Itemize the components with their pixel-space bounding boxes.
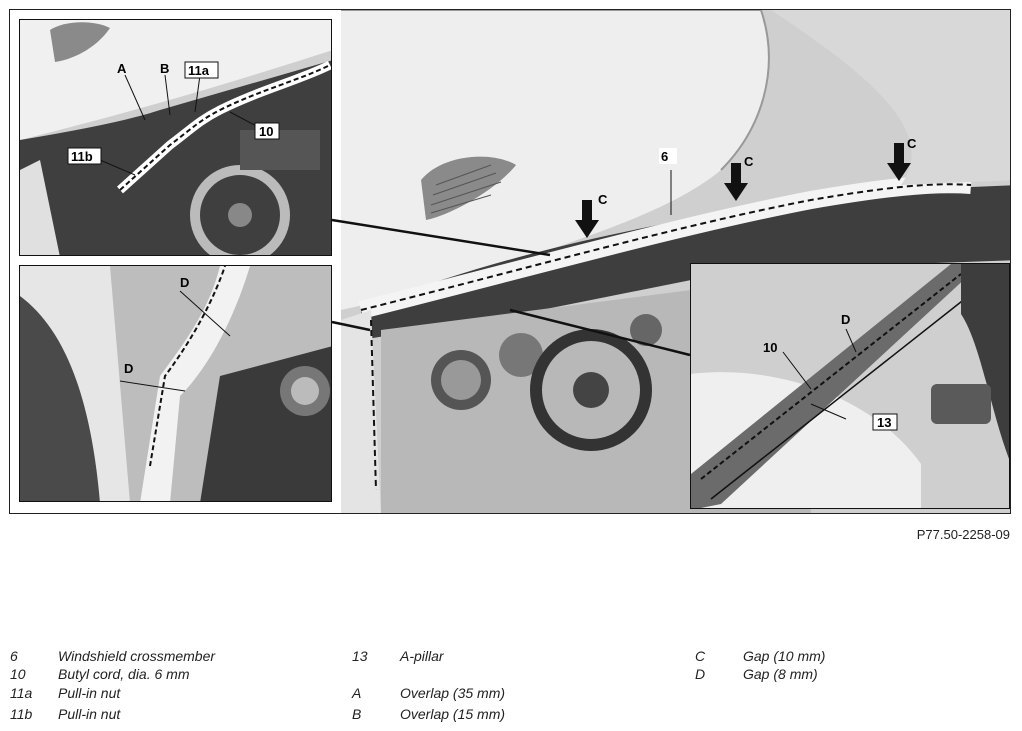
callout-c-1: C xyxy=(598,192,608,207)
legend-key: B xyxy=(352,706,362,722)
callout-11b: 11b xyxy=(71,149,93,164)
legend-desc: Gap (10 mm) xyxy=(743,648,826,664)
legend-desc: Pull-in nut xyxy=(58,685,121,701)
legend-key: 10 xyxy=(10,666,26,682)
legend-key: 6 xyxy=(10,648,18,664)
callout-13: 13 xyxy=(877,415,892,430)
callout-c-3: C xyxy=(907,136,917,151)
legend-key: A xyxy=(352,685,362,701)
legend-key: 11b xyxy=(10,706,33,722)
figure-frame xyxy=(9,9,1011,514)
callout-10-tl: 10 xyxy=(259,124,274,139)
callout-b: B xyxy=(160,61,170,76)
legend-desc: Windshield crossmember xyxy=(58,648,216,664)
legend-desc: Pull-in nut xyxy=(58,706,121,722)
callout-c-2: C xyxy=(744,154,754,169)
legend-desc: Butyl cord, dia. 6 mm xyxy=(58,666,190,682)
callout-d-2: D xyxy=(180,275,190,290)
legend-desc: A-pillar xyxy=(400,648,444,664)
callout-6: 6 xyxy=(661,149,669,164)
callout-d-1: D xyxy=(124,361,134,376)
legend xyxy=(10,645,1010,725)
callout-11a: 11a xyxy=(188,63,209,78)
connector-lines xyxy=(10,10,1011,514)
callout-a: A xyxy=(117,61,127,76)
legend-desc: Gap (8 mm) xyxy=(743,666,818,682)
legend-key: 13 xyxy=(352,648,368,664)
callout-d-3: D xyxy=(841,312,851,327)
figure-reference: P77.50-2258-09 xyxy=(916,527,1010,542)
legend-desc: Overlap (35 mm) xyxy=(400,685,506,701)
legend-key: 11a xyxy=(10,685,33,701)
legend-key: C xyxy=(695,648,706,664)
callout-10-br: 10 xyxy=(763,340,778,355)
legend-desc: Overlap (15 mm) xyxy=(400,706,506,722)
legend-key: D xyxy=(695,666,706,682)
